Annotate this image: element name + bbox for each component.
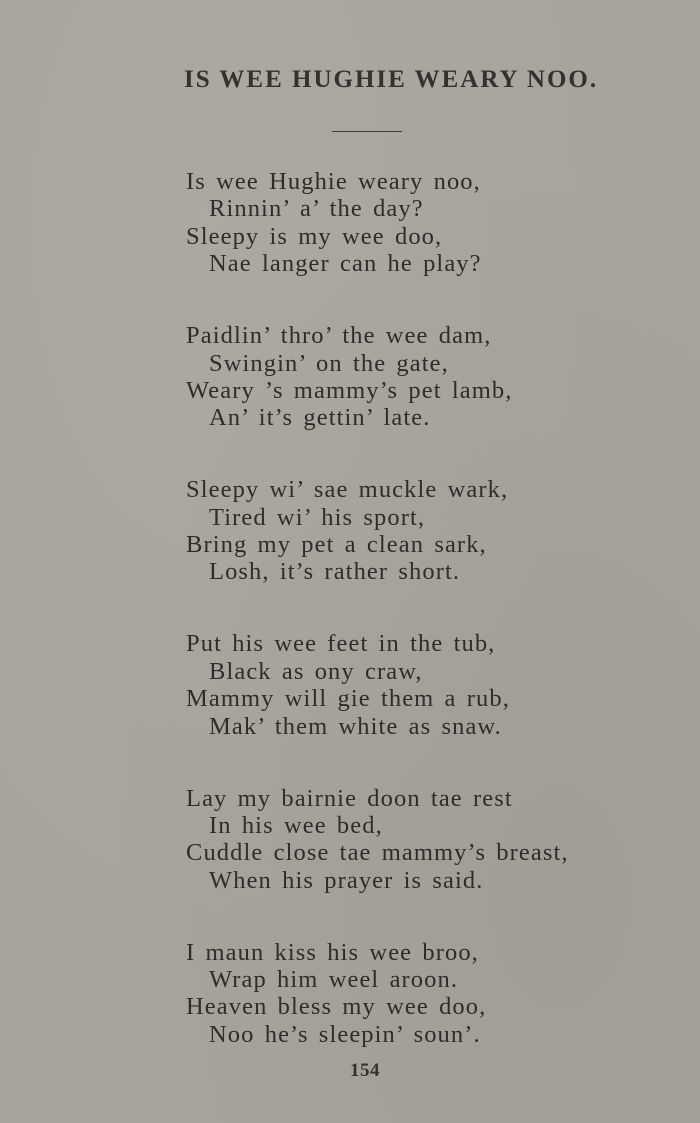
poem-line: Rinnin’ a’ the day? — [209, 195, 424, 223]
poem-line: Lay my bairnie doon tae rest — [186, 784, 513, 812]
stanza — [186, 939, 666, 1049]
poem-line: I maun kiss his wee broo, — [186, 938, 479, 966]
stanza — [186, 322, 666, 432]
poem-line: Sleepy is my wee doo, — [186, 222, 443, 250]
stanza — [186, 168, 666, 278]
poem-line: Tired wi’ his sport, — [209, 503, 426, 531]
stanza — [186, 476, 666, 586]
poem-line: Cuddle close tae mammy’s breast, — [186, 839, 569, 867]
poem-line: An’ it’s gettin’ late. — [209, 404, 431, 432]
poem-line: Losh, it’s rather short. — [209, 558, 461, 586]
poem-line: Is wee Hughie weary noo, — [186, 168, 481, 195]
poem-line: Heaven bless my wee doo, — [186, 993, 487, 1021]
poem-line: Weary ’s mammy’s pet lamb, — [186, 376, 513, 404]
poem-line: Sleepy wi’ sae muckle wark, — [186, 476, 509, 504]
poem-line: Mammy will gie them a rub, — [186, 685, 510, 713]
poem-title: IS WEE HUGHIE WEARY NOO. — [184, 66, 599, 93]
poem-line: Nae langer can he play? — [209, 250, 482, 278]
poem-line: Bring my pet a clean sark, — [186, 531, 487, 559]
title-divider — [332, 131, 402, 132]
stanza — [186, 630, 666, 740]
poem-line: Black as ony craw, — [209, 657, 423, 685]
poem-line: Paidlin’ thro’ the wee dam, — [186, 322, 492, 350]
poem-line: Wrap him weel aroon. — [209, 966, 459, 994]
page-number: 154 — [350, 1060, 380, 1081]
poem-line: Noo he’s sleepin’ soun’. — [209, 1020, 481, 1048]
poem-line: Put his wee feet in the tub, — [186, 630, 496, 658]
stanza — [186, 785, 666, 895]
poem-body — [186, 168, 666, 1093]
poem-line: Swingin’ on the gate, — [209, 349, 449, 377]
poem-line: When his prayer is said. — [209, 866, 484, 894]
poem-line: Mak’ them white as snaw. — [209, 712, 502, 740]
poem-line: In his wee bed, — [209, 811, 383, 839]
